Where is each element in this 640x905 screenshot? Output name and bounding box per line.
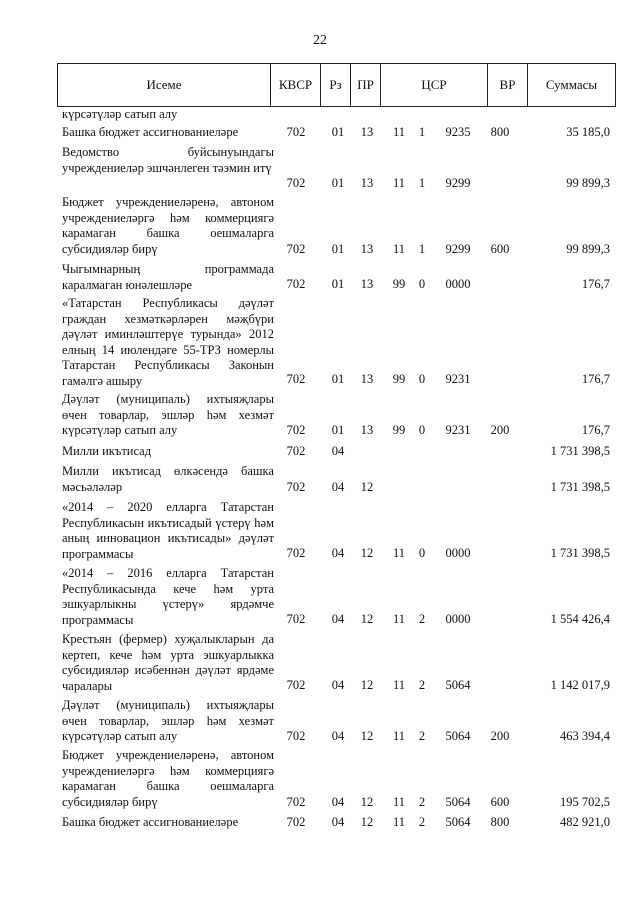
header-name: Исеме — [58, 64, 271, 106]
row-rz: 01 — [331, 125, 345, 139]
row-pr: 13 — [360, 372, 374, 386]
page-number: 22 — [313, 33, 327, 48]
row-csr-program: 11 — [392, 242, 406, 256]
row-rz: 01 — [331, 242, 345, 256]
row-sum: 35 185,0 — [566, 125, 610, 139]
row-csr-program: 11 — [392, 125, 406, 139]
row-name: Дәүләт (муниципаль) ихтыяҗлары өчен товарлар, эшләр һәм хезмәт күрсәтүләр сатып алу — [62, 392, 274, 437]
row-rz: 01 — [331, 423, 345, 437]
row-csr-program: 11 — [392, 176, 406, 190]
row-sum: 1 554 426,4 — [550, 612, 610, 626]
header-kvsr: КВСР — [271, 64, 321, 106]
row-csr-code: 9299 — [445, 176, 471, 190]
row-pr: 12 — [360, 612, 374, 626]
row-csr-program: 11 — [392, 678, 406, 692]
row-name: «2014 – 2020 елларга Татарстан Республикасын икътисадый үстерү һәм аның инновацион икътисады» дәүләт программасы — [62, 500, 274, 561]
row-sum: 1 142 017,9 — [550, 678, 610, 692]
row-name: Бюджет учреждениеләренә, автоном учреждениеләргә һәм коммерциягә карамаган башка оешмаларга субсидияләр бирү — [62, 195, 274, 256]
row-kvsr: 702 — [286, 176, 306, 190]
row-kvsr: 702 — [286, 612, 306, 626]
row-sum: 176,7 — [581, 277, 610, 291]
row-sum: 1 731 398,5 — [550, 546, 610, 560]
row-csr-subprogram: 2 — [418, 815, 426, 829]
row-rz: 04 — [331, 729, 345, 743]
row-pr: 13 — [360, 125, 374, 139]
row-sum: 1 731 398,5 — [550, 444, 610, 458]
row-rz: 04 — [331, 612, 345, 626]
row-rz: 01 — [331, 372, 345, 386]
row-kvsr: 702 — [286, 546, 306, 560]
row-kvsr: 702 — [286, 795, 306, 809]
row-pr: 13 — [360, 176, 374, 190]
row-name: Дәүләт (муниципаль) ихтыяҗлары өчен товарлар, эшләр һәм хезмәт күрсәтүләр сатып алу — [62, 698, 274, 743]
header-sum: Суммасы — [545, 77, 598, 92]
row-csr-code: 9235 — [445, 125, 471, 139]
row-csr-subprogram: 0 — [418, 546, 426, 560]
header-rz: Рз — [321, 64, 351, 106]
row-pr: 13 — [360, 242, 374, 256]
row-csr-code: 5064 — [445, 815, 471, 829]
row-name: Ведомство буйсынуындагы учреждениеләр эшчәнлеген тәэмин итү — [62, 145, 274, 175]
row-vr: 600 — [490, 242, 510, 256]
row-csr-program: 11 — [392, 729, 406, 743]
row-rz: 04 — [331, 546, 345, 560]
row-csr-code: 9231 — [445, 372, 471, 386]
row-vr: 200 — [490, 423, 510, 437]
row-name: Чыгымнарның программада каралмаган юнәлешләре — [62, 262, 274, 292]
row-csr-program: 11 — [392, 612, 406, 626]
row-kvsr: 702 — [286, 242, 306, 256]
row-sum: 1 731 398,5 — [550, 480, 610, 494]
row-csr-code: 9231 — [445, 423, 471, 437]
row-csr-program: 99 — [392, 277, 406, 291]
row-pr: 13 — [360, 277, 374, 291]
header-csr: ЦСР — [381, 64, 488, 106]
row-csr-subprogram: 2 — [418, 729, 426, 743]
row-csr-subprogram: 0 — [418, 277, 426, 291]
row-rz: 04 — [331, 815, 345, 829]
row-kvsr: 702 — [286, 423, 306, 437]
row-pr: 12 — [360, 546, 374, 560]
row-vr: 200 — [490, 729, 510, 743]
row-csr-code: 9299 — [445, 242, 471, 256]
row-name: Бюджет учреждениеләренә, автоном учреждениеләргә һәм коммерциягә карамаган башка оешмаларга субсидияләр бирү — [62, 748, 274, 809]
row-rz: 01 — [331, 176, 345, 190]
row-name: «2014 – 2016 елларга Татарстан Республикасында кече һәм урта эшкуарлыкны үстерү» ярдәмче программасы — [62, 566, 274, 627]
row-sum: 99 899,3 — [566, 242, 610, 256]
row-csr-code: 0000 — [445, 612, 471, 626]
row-sum: 176,7 — [581, 423, 610, 437]
row-vr: 600 — [490, 795, 510, 809]
row-csr-program: 99 — [392, 423, 406, 437]
row-pr: 12 — [360, 815, 374, 829]
row-csr-subprogram: 0 — [418, 423, 426, 437]
row-sum: 482 921,0 — [560, 815, 610, 829]
row-csr-code: 5064 — [445, 795, 471, 809]
row-csr-subprogram: 2 — [418, 612, 426, 626]
row-csr-subprogram: 1 — [418, 125, 426, 139]
row-name: Крестьян (фермер) хуҗалыкларын да кертеп, кече һәм урта эшкуарлыкка субсидияләр исәбеннән дәүләт ярдәме чаралары — [62, 632, 274, 693]
row-csr-code: 5064 — [445, 678, 471, 692]
row-kvsr: 702 — [286, 678, 306, 692]
row-pr: 12 — [360, 678, 374, 692]
row-csr-subprogram: 2 — [418, 795, 426, 809]
row-sum: 176,7 — [581, 372, 610, 386]
row-pr: 12 — [360, 480, 374, 494]
row-name: Башка бюджет ассигнованиеләре — [62, 125, 239, 139]
row-csr-code: 5064 — [445, 729, 471, 743]
row-rz: 04 — [331, 444, 345, 458]
row-csr-code: 0000 — [445, 546, 471, 560]
row-kvsr: 702 — [286, 480, 306, 494]
header-vr: ВР — [488, 64, 528, 106]
row-csr-program: 99 — [392, 372, 406, 386]
row-csr-subprogram: 0 — [418, 372, 426, 386]
row-vr: 800 — [490, 125, 510, 139]
row-csr-subprogram: 1 — [418, 176, 426, 190]
row-name: Милли икътисад өлкәсендә башка мәсьәләләр — [62, 464, 274, 494]
row-kvsr: 702 — [286, 372, 306, 386]
row-csr-subprogram: 2 — [418, 678, 426, 692]
row-vr: 800 — [490, 815, 510, 829]
row-pr: 12 — [360, 729, 374, 743]
row-kvsr: 702 — [286, 277, 306, 291]
row-pr: 12 — [360, 795, 374, 809]
row-csr-code: 0000 — [445, 277, 471, 291]
row-csr-program: 11 — [392, 815, 406, 829]
row-kvsr: 702 — [286, 444, 306, 458]
row-kvsr: 702 — [286, 125, 306, 139]
row-name: Милли икътисад — [62, 444, 152, 458]
row-sum: 463 394,4 — [560, 729, 610, 743]
row-kvsr: 702 — [286, 729, 306, 743]
row-rz: 04 — [331, 678, 345, 692]
header-pr: ПР — [351, 64, 381, 106]
row-name: Башка бюджет ассигнованиеләре — [62, 815, 239, 829]
row-kvsr: 702 — [286, 815, 306, 829]
row-name: күрсәтүләр сатып алу — [62, 107, 178, 121]
row-pr: 13 — [360, 423, 374, 437]
row-name: «Татарстан Республикасы дәүләт граждан хезмәткәрләрен мәҗбүри дәүләт иминләштерүе турында» 2012 елның 14 июлендәге 55-ТРЗ номерлы Татарстан Республикасы Законын гамәлгә ашыру — [62, 296, 274, 388]
row-sum: 195 702,5 — [560, 795, 610, 809]
table-header — [57, 63, 616, 107]
row-sum: 99 899,3 — [566, 176, 610, 190]
row-rz: 01 — [331, 277, 345, 291]
row-csr-program: 11 — [392, 795, 406, 809]
row-rz: 04 — [331, 480, 345, 494]
row-rz: 04 — [331, 795, 345, 809]
row-csr-subprogram: 1 — [418, 242, 426, 256]
row-csr-program: 11 — [392, 546, 406, 560]
